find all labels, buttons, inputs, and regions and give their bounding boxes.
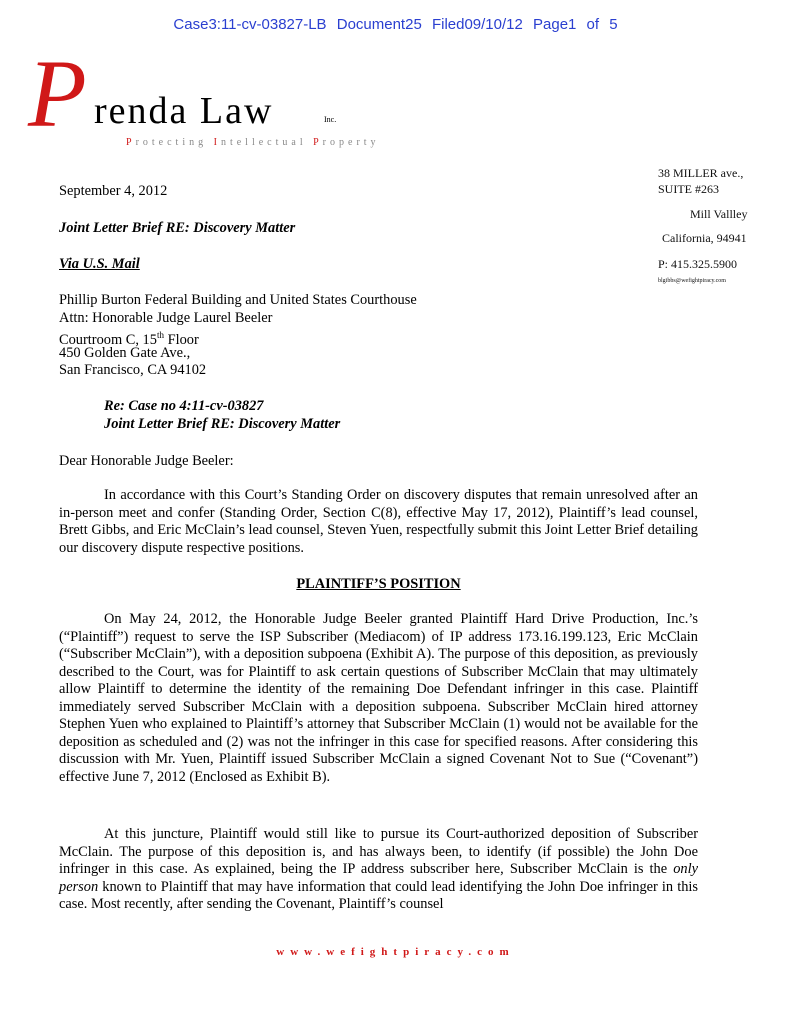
address-line: SUITE #263 (658, 182, 719, 196)
recipient-line: Phillip Burton Federal Building and United States Courthouse (59, 292, 417, 308)
address-city: Mill Vallley (690, 207, 748, 221)
logo-suffix: Inc. (324, 115, 337, 124)
letter-subject: Joint Letter Brief RE: Discovery Matter (59, 220, 296, 236)
recipient-line: Attn: Honorable Judge Laurel Beeler (59, 310, 273, 326)
delivery-method: Via U.S. Mail (59, 256, 140, 272)
address-phone: P: 415.325.5900 (658, 257, 738, 271)
address-email: blgibbs@wefightpiracy.com (658, 278, 726, 284)
address-line: 38 MILLER ave., (658, 166, 744, 180)
section-heading: PLAINTIFF’S POSITION (296, 576, 461, 592)
firm-tagline: Protecting Intellectual Property (126, 137, 380, 148)
body-paragraph: At this juncture, Plaintiff would still like to pursue its Court-authorized deposition of Subscriber McClain. The purpose of this deposition is, and has always been, to identify (if possible) the John Doe infringer in this case. As explained, being the IP address subscriber here, Subscriber McClain is the only person known to Plaintiff that may have information that could lead identifying the John Doe infringer in this case. Most recently, after sending the Covenant, Plaintiff’s counsel (59, 826, 698, 912)
body-paragraph: On May 24, 2012, the Honorable Judge Beeler granted Plaintiff Hard Drive Production, Inc.’s (“Plaintiff”) request to serve the ISP Subscriber (Mediacom) of IP address 173.16.199.123, Eric McClain (“Subscriber McClain”), with a deposition subpoena (Exhibit A). The purpose of this deposition, as previously described to the Court, was for Plaintiff to ask certain questions of Subscriber McClain that may ultimately allow Plaintiff to determine the identity of the remaining Doe Defendant infringer in this case. Plaintiff immediately served Subscriber McClain with a deposition subpoena. Subscriber McClain hired attorney Stephen Yuen who explained to Plaintiff’s attorney that Subscriber McClain (1) would not be available for the deposition as scheduled and (2) was not the infringer in this case for specified reasons. After considering this discussion with Mr. Yuen, Plaintiff issued Subscriber McClain a signed Covenant Not to Sue (“Covenant”) effective June 7, 2012 (Enclosed as Exhibit B). (59, 611, 698, 785)
salutation: Dear Honorable Judge Beeler: (59, 453, 234, 469)
footer-website: www.wefightpiracy.com (276, 946, 515, 958)
recipient-line: 450 Golden Gate Ave., (59, 345, 191, 361)
address-state-zip: California, 94941 (662, 231, 747, 245)
body-paragraph: In accordance with this Court’s Standing Order on discovery disputes that remain unresolved after an in-person meet and confer (Standing Order, Section C(8), effective May 17, 2012), Plaintiff’s lead counsel, Brett Gibbs, and Eric McClain’s lead counsel, Steven Yuen, respectfully submit this Joint Letter Brief detailing our discovery dispute respective positions. (59, 487, 698, 556)
logo-initial: P (28, 40, 87, 147)
logo-name: renda Law (94, 90, 274, 132)
letter-date: September 4, 2012 (59, 183, 168, 199)
re-line-case: Re: Case no 4:11-cv-03827 (104, 398, 264, 414)
recipient-line: San Francisco, CA 94102 (59, 362, 207, 378)
recipient-line: Courtroom C, 15th Floor (59, 330, 199, 348)
court-filing-stamp: Case3:11-cv-03827-LB Document25 Filed09/10/12 Page1 of 5 (173, 16, 618, 33)
re-line-subject: Joint Letter Brief RE: Discovery Matter (104, 416, 341, 432)
